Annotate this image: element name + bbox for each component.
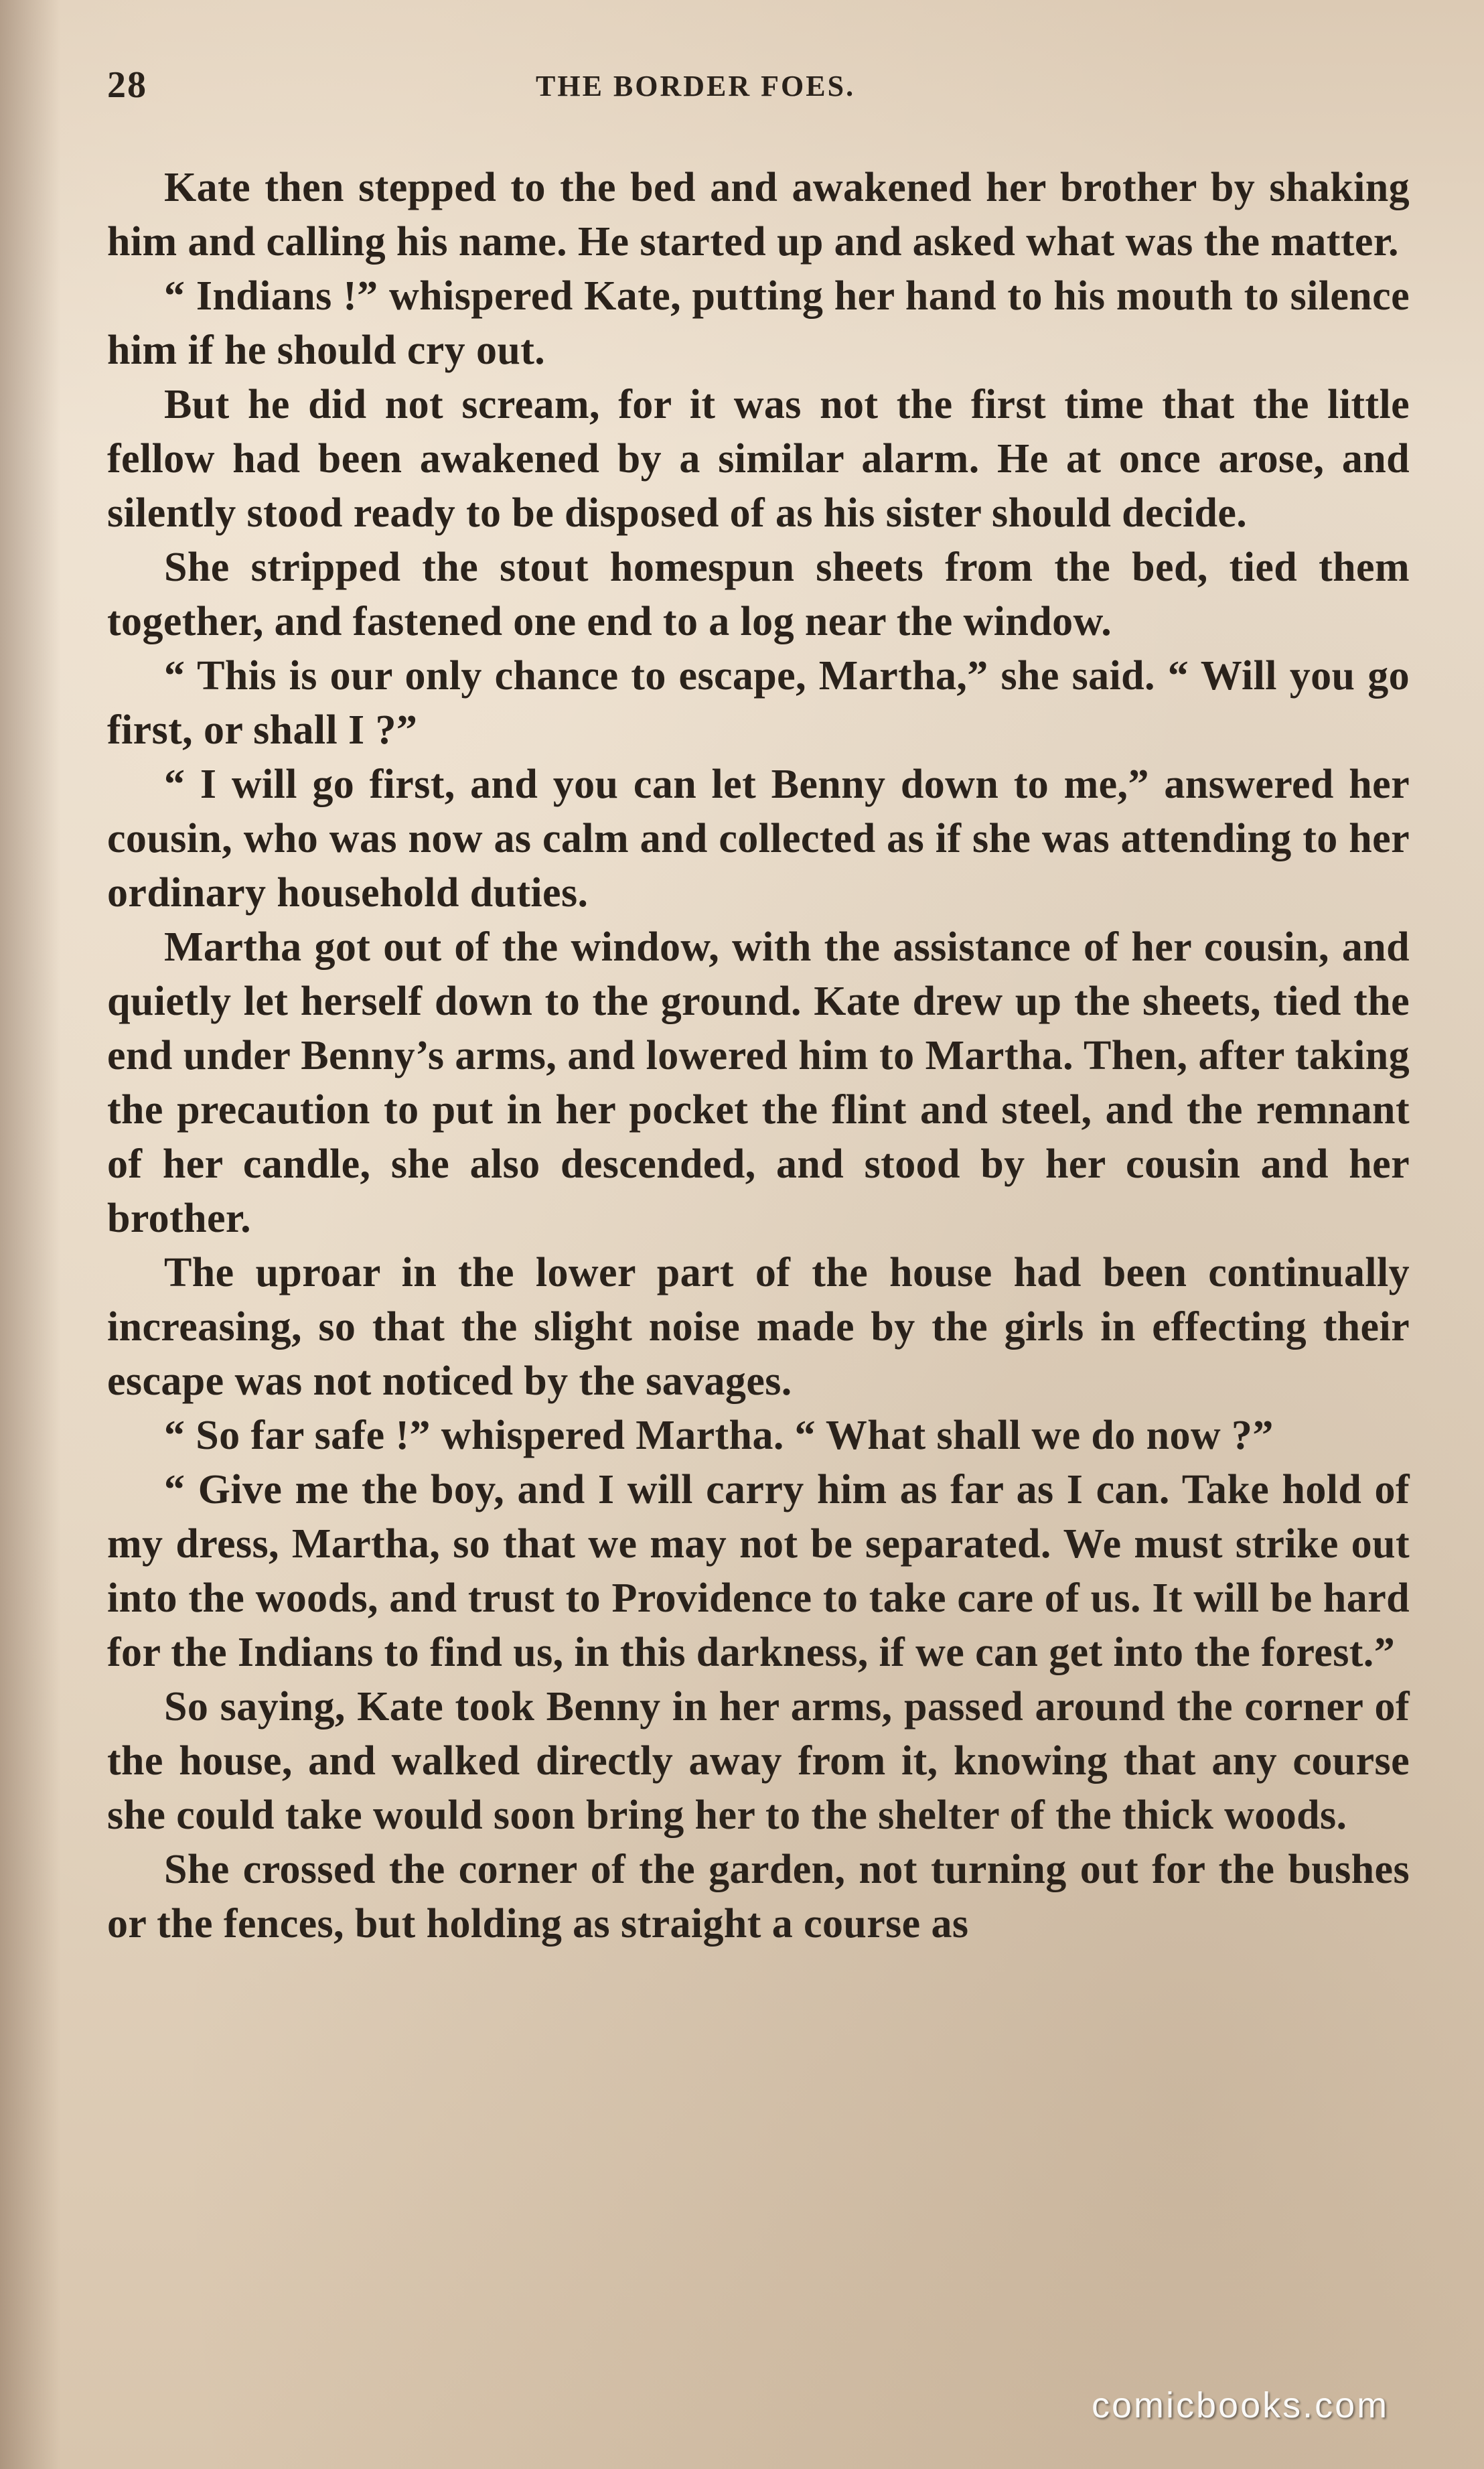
paragraph: “ I will go first, and you can let Benny down to me,” answered her cousin, who was now as calm and collected as if she was attending to her ordinary household duties. [107, 762, 1410, 916]
paragraph: Martha got out of the window, with the assistance of her cousin, and quietly let herself down to the ground. Kate drew up the sheets, tied the end under Benny’s arms, and lowered him to Martha. Then, after taking the precaution to put in her pocket the flint and steel, and the remnant of her candle, she also descended, and stood by her cousin and her brother. [107, 924, 1410, 1241]
body-text [107, 161, 1410, 1951]
page-number: 28 [107, 64, 147, 106]
running-head: THE BORDER FOES. [536, 70, 856, 102]
paragraph: “ So far safe !” whispered Martha. “ What shall we do now ?” [164, 1413, 1274, 1458]
paragraph: “ Indians !” whispered Kate, putting her hand to his mouth to silence him if he should cry out. [107, 273, 1410, 373]
paragraph: But he did not scream, for it was not the first time that the little fellow had been awakened by a similar alarm. He at once arose, and silently stood ready to be disposed of as his sister should decide. [107, 382, 1410, 536]
paragraph: She stripped the stout homespun sheets from the bed, tied them together, and fastened one end to a log near the window. [107, 545, 1410, 644]
page-edge-shadow [0, 0, 60, 2469]
paragraph: “ This is our only chance to escape, Martha,” she said. “ Will you go first, or shall I ?” [107, 653, 1410, 753]
paragraph: So saying, Kate took Benny in her arms, passed around the corner of the house, and walked directly away from it, knowing that any course she could take would soon bring her to the shelter of the thick woods. [107, 1684, 1410, 1838]
paragraph: Kate then stepped to the bed and awakened her brother by shaking him and calling his name. He started up and asked what was the matter. [107, 165, 1410, 265]
paragraph: “ Give me the boy, and I will carry him as far as I can. Take hold of my dress, Martha, so that we may not be separated. We must strike out into the woods, and trust to Providence to take care of us. It will be hard for the Indians to find us, in this darkness, if we can get into the forest.” [107, 1467, 1410, 1675]
watermark: comicbooks.com [1092, 2385, 1390, 2425]
paragraph: She crossed the corner of the garden, not turning out for the bushes or the fences, but holding as straight a course as [107, 1847, 1410, 1947]
page-header [107, 64, 1413, 124]
paragraph: The uproar in the lower part of the house had been continually increasing, so that the slight noise made by the girls in effecting their escape was not noticed by the savages. [107, 1250, 1410, 1404]
